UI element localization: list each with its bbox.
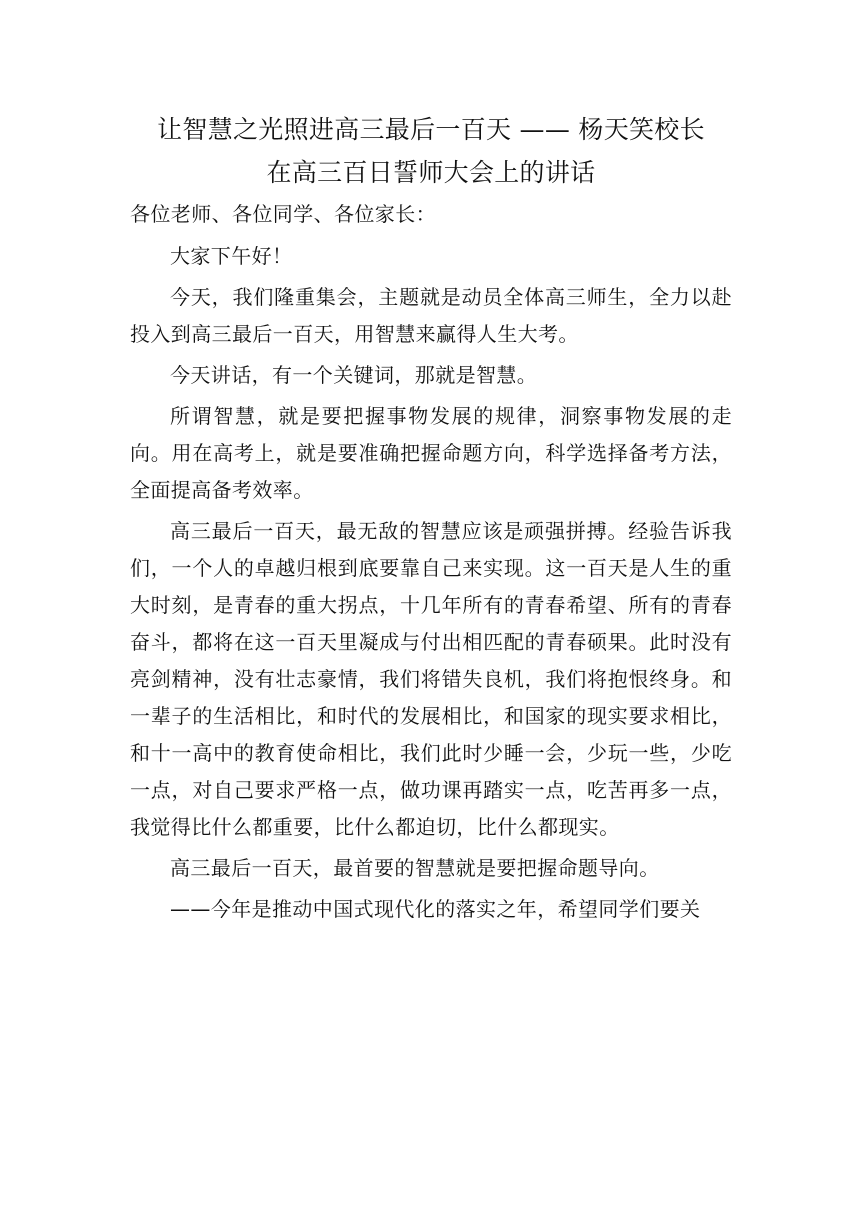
paragraph: 大家下午好！ <box>170 244 293 268</box>
salutation: 各位老师、各位同学、各位家长： <box>130 202 436 226</box>
paragraph: 高三最后一百天，最首要的智慧就是要把握命题导向。 <box>170 856 660 880</box>
paragraph: 今天讲话，有一个关键词，那就是智慧。 <box>170 363 538 387</box>
paragraph: 今天，我们隆重集会，主题就是动员全体高三师生，全力以赴投入到高三最后一百天，用智慧来赢得人生大考。 <box>130 285 732 346</box>
title-line-1: 让智慧之光照进高三最后一百天 —— 杨天笑校长 <box>157 115 705 144</box>
title-line-2: 在高三百日誓师大会上的讲话 <box>266 158 596 187</box>
paragraph: 高三最后一百天，最无敌的智慧应该是顽强拼搏。经验告诉我们，一个人的卓越归根到底要靠自己来实现。这一百天是人生的重大时刻，是青春的重大拐点，十几年所有的青春希望、所有的青春奋斗，都将在这一百天里凝成与付出相匹配的青春硕果。此时没有亮剑精神，没有壮志豪情，我们将错失良机，我们将抱恨终身。和一辈子的生活相比，和时代的发展相比，和国家的现实要求相比，和十一高中的教育使命相比，我们此时少睡一会，少玩一些，少吃一点，对自己要求严格一点，做功课再踏实一点，吃苦再多一点，我觉得比什么都重要，比什么都迫切，比什么都现实。 <box>130 519 732 839</box>
paragraph: ——今年是推动中国式现代化的落实之年，希望同学们要关 <box>170 897 701 921</box>
paragraph: 所谓智慧，就是要把握事物发展的规律，洞察事物发展的走向。用在高考上，就是要准确把握命题方向，科学选择备考方法，全面提高备考效率。 <box>130 404 732 502</box>
document-page <box>130 108 732 928</box>
document-title <box>130 108 732 194</box>
